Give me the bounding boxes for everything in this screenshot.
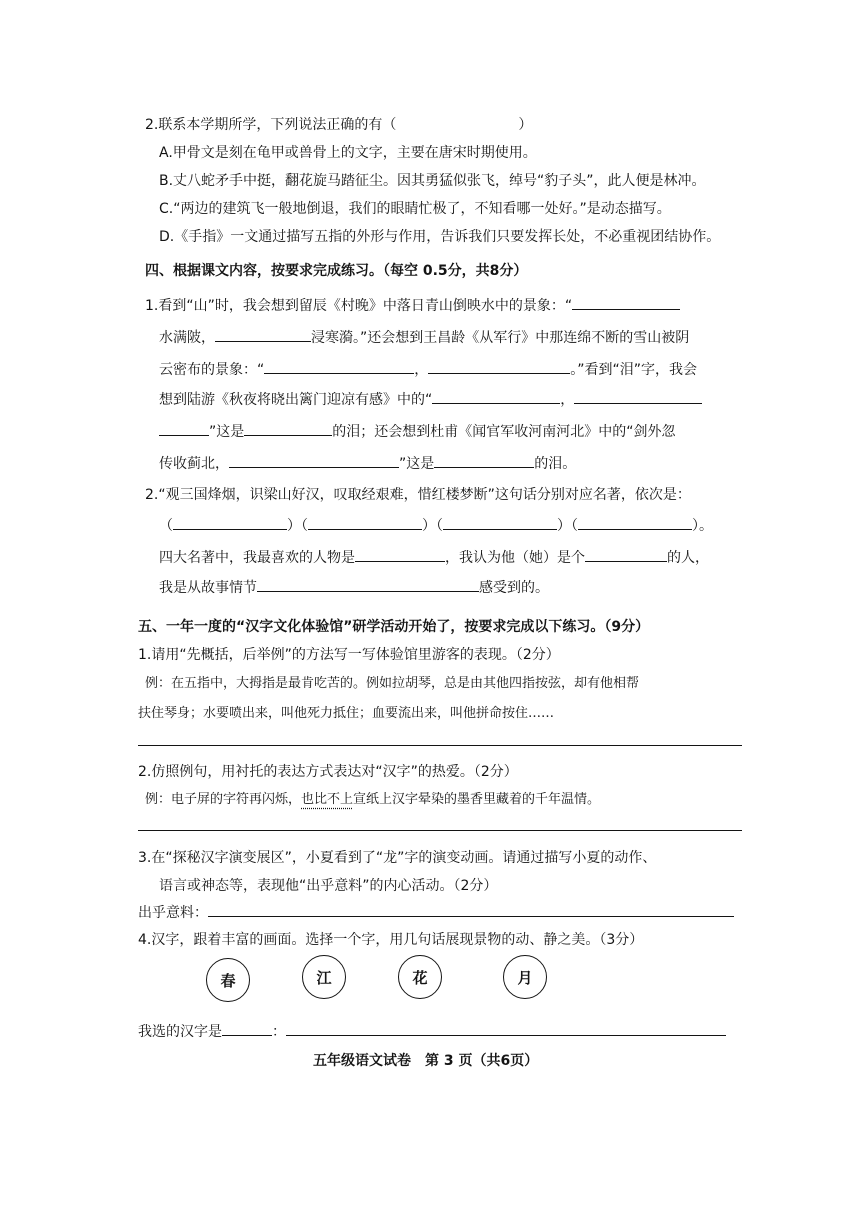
s4-q1-blank-1[interactable] xyxy=(572,295,680,310)
s4-q1-text: 浸寒漪。”还会想到王昌龄《从军行》中那连绵不断的雪山被阴 xyxy=(311,330,690,346)
s4-q2-book-blank-4[interactable] xyxy=(578,515,692,530)
s4-q1-line6 xyxy=(159,453,576,474)
char-circle-jiang[interactable]: 江 xyxy=(302,955,346,999)
s5-q4-char-blank[interactable] xyxy=(222,1021,272,1036)
q2-stem-close: ） xyxy=(518,117,533,133)
q2-option-a: A.甲骨文是刻在龟甲或兽骨上的文字，主要在唐宋时期使用。 xyxy=(159,145,537,161)
s4-q2-text: ，我认为他（她）是个 xyxy=(445,550,585,566)
s4-q1-text: ”这是 xyxy=(209,424,245,440)
s4-q2-character-blank[interactable] xyxy=(355,547,445,562)
s5-q1-example-1: 例：在五指中，大拇指是最肯吃苦的。例如拉胡琴，总是由其他四指按弦，却有他相帮 xyxy=(145,676,640,691)
s4-q2-period: 。 xyxy=(699,518,713,534)
s4-q1-text: 云密布的景象：“ xyxy=(159,362,265,378)
s5-q3-prompt-2: 语言或神态等，表现他“出乎意料”的内心活动。（2分） xyxy=(159,878,498,894)
s4-q2-paren: ） xyxy=(287,518,301,534)
s4-q2-text: 感受到的。 xyxy=(479,580,549,596)
s4-q2-paren: ） xyxy=(557,518,571,534)
s5-q4-label: 我选的汉字是 xyxy=(138,1024,222,1040)
s4-q2-paren: （ xyxy=(301,518,308,534)
s4-q2-paren: ） xyxy=(692,518,699,534)
s4-q2-book-blank-1[interactable] xyxy=(173,515,287,530)
s4-q1-blank-5[interactable] xyxy=(432,389,560,404)
s4-q2-paren: ） xyxy=(422,518,436,534)
s4-q1-text: 传收蓟北， xyxy=(159,456,229,472)
s5-q4-answer xyxy=(138,1021,726,1042)
s5-q1-prompt: 1.请用“先概括，后举例”的方法写一写体验馆里游客的表现。（2分） xyxy=(138,647,560,663)
s4-q1-blank-9[interactable] xyxy=(434,453,534,468)
s4-q1-line1 xyxy=(145,295,680,316)
q2-stem xyxy=(145,115,532,135)
s4-q1-text: ， xyxy=(414,362,429,378)
s4-q2-book-blank-3[interactable] xyxy=(443,515,557,530)
s4-q1-line2 xyxy=(159,327,689,348)
s4-q2-text: 我是从故事情节 xyxy=(159,580,257,596)
s4-q2-text: 四大名著中，我最喜欢的人物是 xyxy=(159,550,355,566)
s5-q4-answer-blank[interactable] xyxy=(286,1021,726,1036)
s4-q1-text: 1.看到“山”时，我会想到留辰《村晚》中落日青山倒映水中的景象：“ xyxy=(145,298,573,314)
s4-q2-line2 xyxy=(159,515,713,536)
s4-q1-blank-7[interactable] xyxy=(244,421,332,436)
s4-q1-blank-6[interactable] xyxy=(574,389,702,404)
s4-q2-paren: （ xyxy=(436,518,443,534)
s4-q1-text: 水满陂， xyxy=(159,330,215,346)
s4-q2-trait-blank[interactable] xyxy=(585,547,667,562)
s4-q1-blank-3[interactable] xyxy=(264,359,414,374)
s4-q2-line1: 2.“观三国烽烟，识梁山好汉，叹取经艰难，惜红楼梦断”这句话分别对应名著，依次是： xyxy=(145,487,691,503)
s5-q3-prompt-1: 3.在“探秘汉字演变展区”，小夏看到了“龙”字的演变动画。请通过描写小夏的动作、 xyxy=(138,850,657,866)
s4-q1-blank-4[interactable] xyxy=(428,359,570,374)
s4-q2-line3 xyxy=(159,547,709,568)
s5-q2-example-text: 例：电子屏的字符再闪烁， xyxy=(145,792,302,807)
s5-q3-answer xyxy=(138,902,734,923)
s5-q4-colon: ： xyxy=(272,1024,286,1040)
s5-q3-label: 出乎意料： xyxy=(138,905,208,921)
s5-q1-answer-line[interactable] xyxy=(138,745,742,746)
s4-q2-book-blank-2[interactable] xyxy=(308,515,422,530)
section-4-title: 四、根据课文内容，按要求完成练习。（每空 0.5分，共8分） xyxy=(145,263,528,279)
s4-q1-text: 的泪；还会想到杜甫《闻官军收河南河北》中的“剑外忽 xyxy=(332,424,676,440)
s4-q2-line4 xyxy=(159,577,549,598)
char-circle-hua[interactable]: 花 xyxy=(398,955,442,999)
s5-q2-example xyxy=(145,790,600,810)
char-circle-yue[interactable]: 月 xyxy=(503,955,547,999)
s4-q1-line3 xyxy=(159,359,697,380)
s5-q3-answer-blank[interactable] xyxy=(208,902,734,917)
s5-q1-example-2: 扶住琴身；水要喷出来，叫他死力抵住；血要流出来，叫他拼命按住…… xyxy=(138,706,555,721)
s4-q1-text: 的泪。 xyxy=(534,456,577,472)
s4-q1-text: ， xyxy=(560,392,575,408)
q2-option-b: B.丈八蛇矛手中挺，翻花旋马踏征尘。因其勇猛似张飞，绰号“豹子头”，此人便是林冲。 xyxy=(159,173,706,189)
s4-q1-text: 。”看到“泪”字，我会 xyxy=(570,362,698,378)
s5-q2-example-text: 宣纸上汉字晕染的墨香里藏着的千年温情。 xyxy=(353,792,601,807)
s4-q1-blank-6b[interactable] xyxy=(159,421,209,436)
s5-q2-prompt: 2.仿照例句，用衬托的表达方式表达对“汉字”的热爱。（2分） xyxy=(138,764,518,780)
s5-q2-example-emphasis: 也比不上 xyxy=(301,792,354,807)
char-circle-chun[interactable]: 春 xyxy=(206,958,250,1002)
s4-q1-blank-2[interactable] xyxy=(215,327,311,342)
s4-q1-line4 xyxy=(159,389,702,410)
s4-q2-text: 的人， xyxy=(667,550,709,566)
s4-q1-line5 xyxy=(159,421,676,442)
s4-q2-plot-blank[interactable] xyxy=(257,577,479,592)
section-5-title: 五、一年一度的“汉字文化体验馆”研学活动开始了，按要求完成以下练习。（9分） xyxy=(138,619,650,635)
s4-q1-text: 想到陆游《秋夜将晓出篱门迎凉有感》中的“ xyxy=(159,392,433,408)
q2-option-c: C.“两边的建筑飞一般地倒退，我们的眼睛忙极了，不知看哪一处好。”是动态描写。 xyxy=(159,201,671,217)
s4-q2-paren: （ xyxy=(159,518,173,534)
q2-option-d: D.《手指》一文通过描写五指的外形与作用，告诉我们只要发挥长处，不必重视团结协作。 xyxy=(159,229,721,245)
s4-q1-text: ”这是 xyxy=(399,456,435,472)
s4-q2-paren: （ xyxy=(571,518,578,534)
s5-q4-prompt: 4.汉字，跟着丰富的画面。选择一个字，用几句话展现景物的动、静之美。（3分） xyxy=(138,932,644,948)
s4-q1-blank-8[interactable] xyxy=(229,453,399,468)
page-footer: 五年级语文试卷 第 3 页（共6页） xyxy=(313,1053,539,1069)
q2-stem-text: 2.联系本学期所学，下列说法正确的有（ xyxy=(145,117,397,133)
s5-q2-answer-line[interactable] xyxy=(138,830,742,831)
